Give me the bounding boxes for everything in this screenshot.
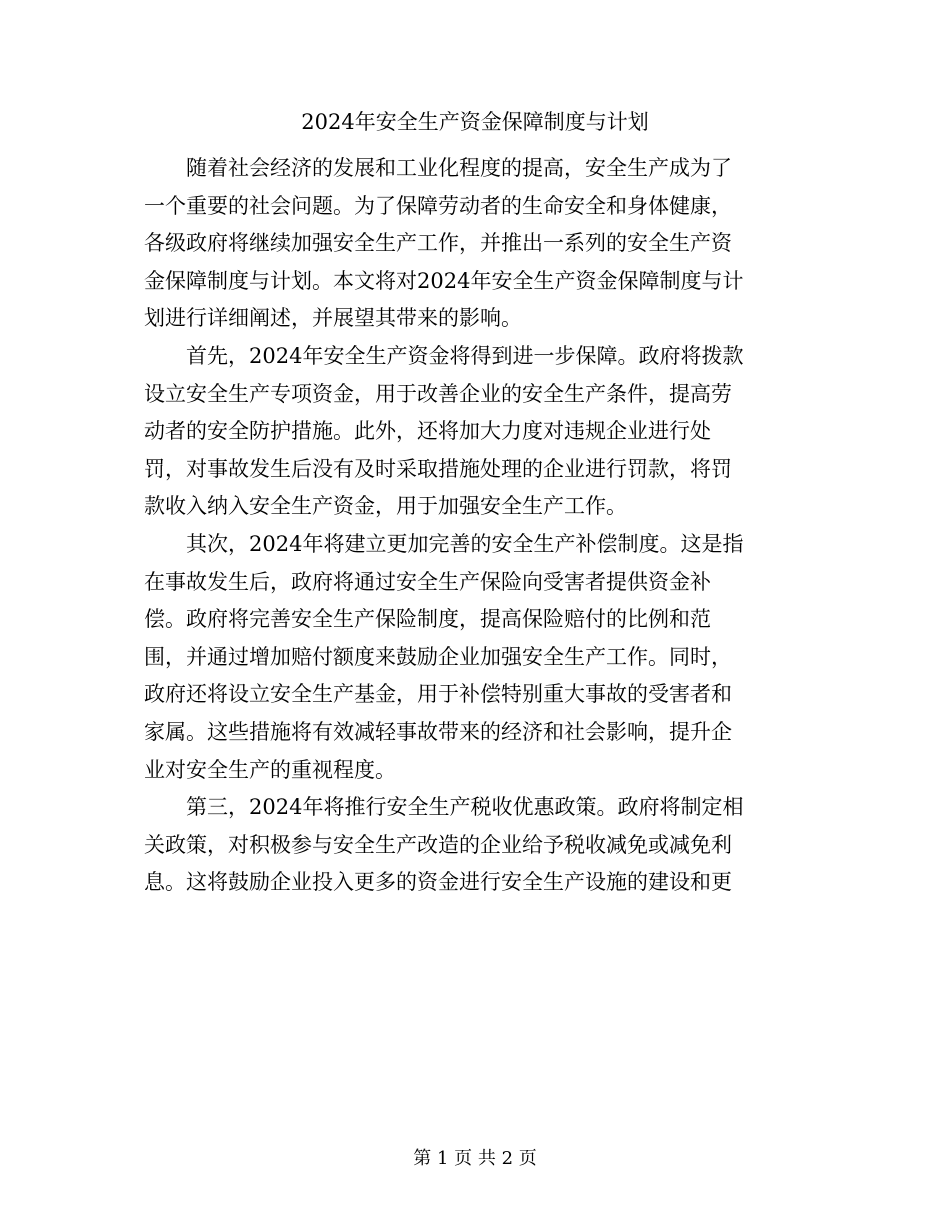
text-line-8: 动者的安全防护措施。此外，还将加大力度对违规企业进行处 [144, 419, 711, 444]
text-line-13: 偿。政府将完善安全生产保险制度，提高保险赔付的比例和范 [144, 607, 711, 632]
text-line-19: 关政策，对积极参与安全生产改造的企业给予税收减免或减免利 [144, 832, 732, 857]
text-line-9: 罚，对事故发生后没有及时采取措施处理的企业进行罚款，将罚 [144, 456, 732, 481]
text-line-2: 一个重要的社会问题。为了保障劳动者的生命安全和身体健康， [144, 193, 732, 218]
text-line-4: 金保障制度与计划。本文将对2024年安全生产资金保障制度与计 [144, 268, 744, 293]
text-line-6: 首先，2024年安全生产资金将得到进一步保障。政府将拨款 [186, 343, 744, 368]
text-line-11: 其次，2024年将建立更加完善的安全生产补偿制度。这是指 [186, 531, 744, 556]
text-line-12: 在事故发生后，政府将通过安全生产保险向受害者提供资金补 [144, 569, 711, 594]
document-title: 2024年安全生产资金保障制度与计划 [301, 110, 649, 134]
text-line-18: 第三，2024年将推行安全生产税收优惠政策。政府将制定相 [186, 795, 744, 820]
text-line-10: 款收入纳入安全生产资金，用于加强安全生产工作。 [144, 494, 627, 519]
text-line-14: 围，并通过增加赔付额度来鼓励企业加强安全生产工作。同时， [144, 644, 732, 669]
text-line-20: 息。这将鼓励企业投入更多的资金进行安全生产设施的建设和更 [144, 870, 732, 895]
page-footer: 第 1 页 共 2 页 [413, 1148, 537, 1169]
text-line-3: 各级政府将继续加强安全生产工作，并推出一系列的安全生产资 [144, 231, 732, 256]
text-line-17: 业对安全生产的重视程度。 [144, 757, 396, 782]
text-line-5: 划进行详细阐述，并展望其带来的影响。 [144, 306, 522, 331]
text-line-1: 随着社会经济的发展和工业化程度的提高，安全生产成为了 [186, 156, 732, 180]
text-line-15: 政府还将设立安全生产基金，用于补偿特别重大事故的受害者和 [144, 682, 732, 707]
text-line-7: 设立安全生产专项资金，用于改善企业的安全生产条件，提高劳 [144, 381, 732, 406]
text-line-16: 家属。这些措施将有效减轻事故带来的经济和社会影响，提升企 [144, 719, 732, 744]
document-body [144, 150, 804, 902]
